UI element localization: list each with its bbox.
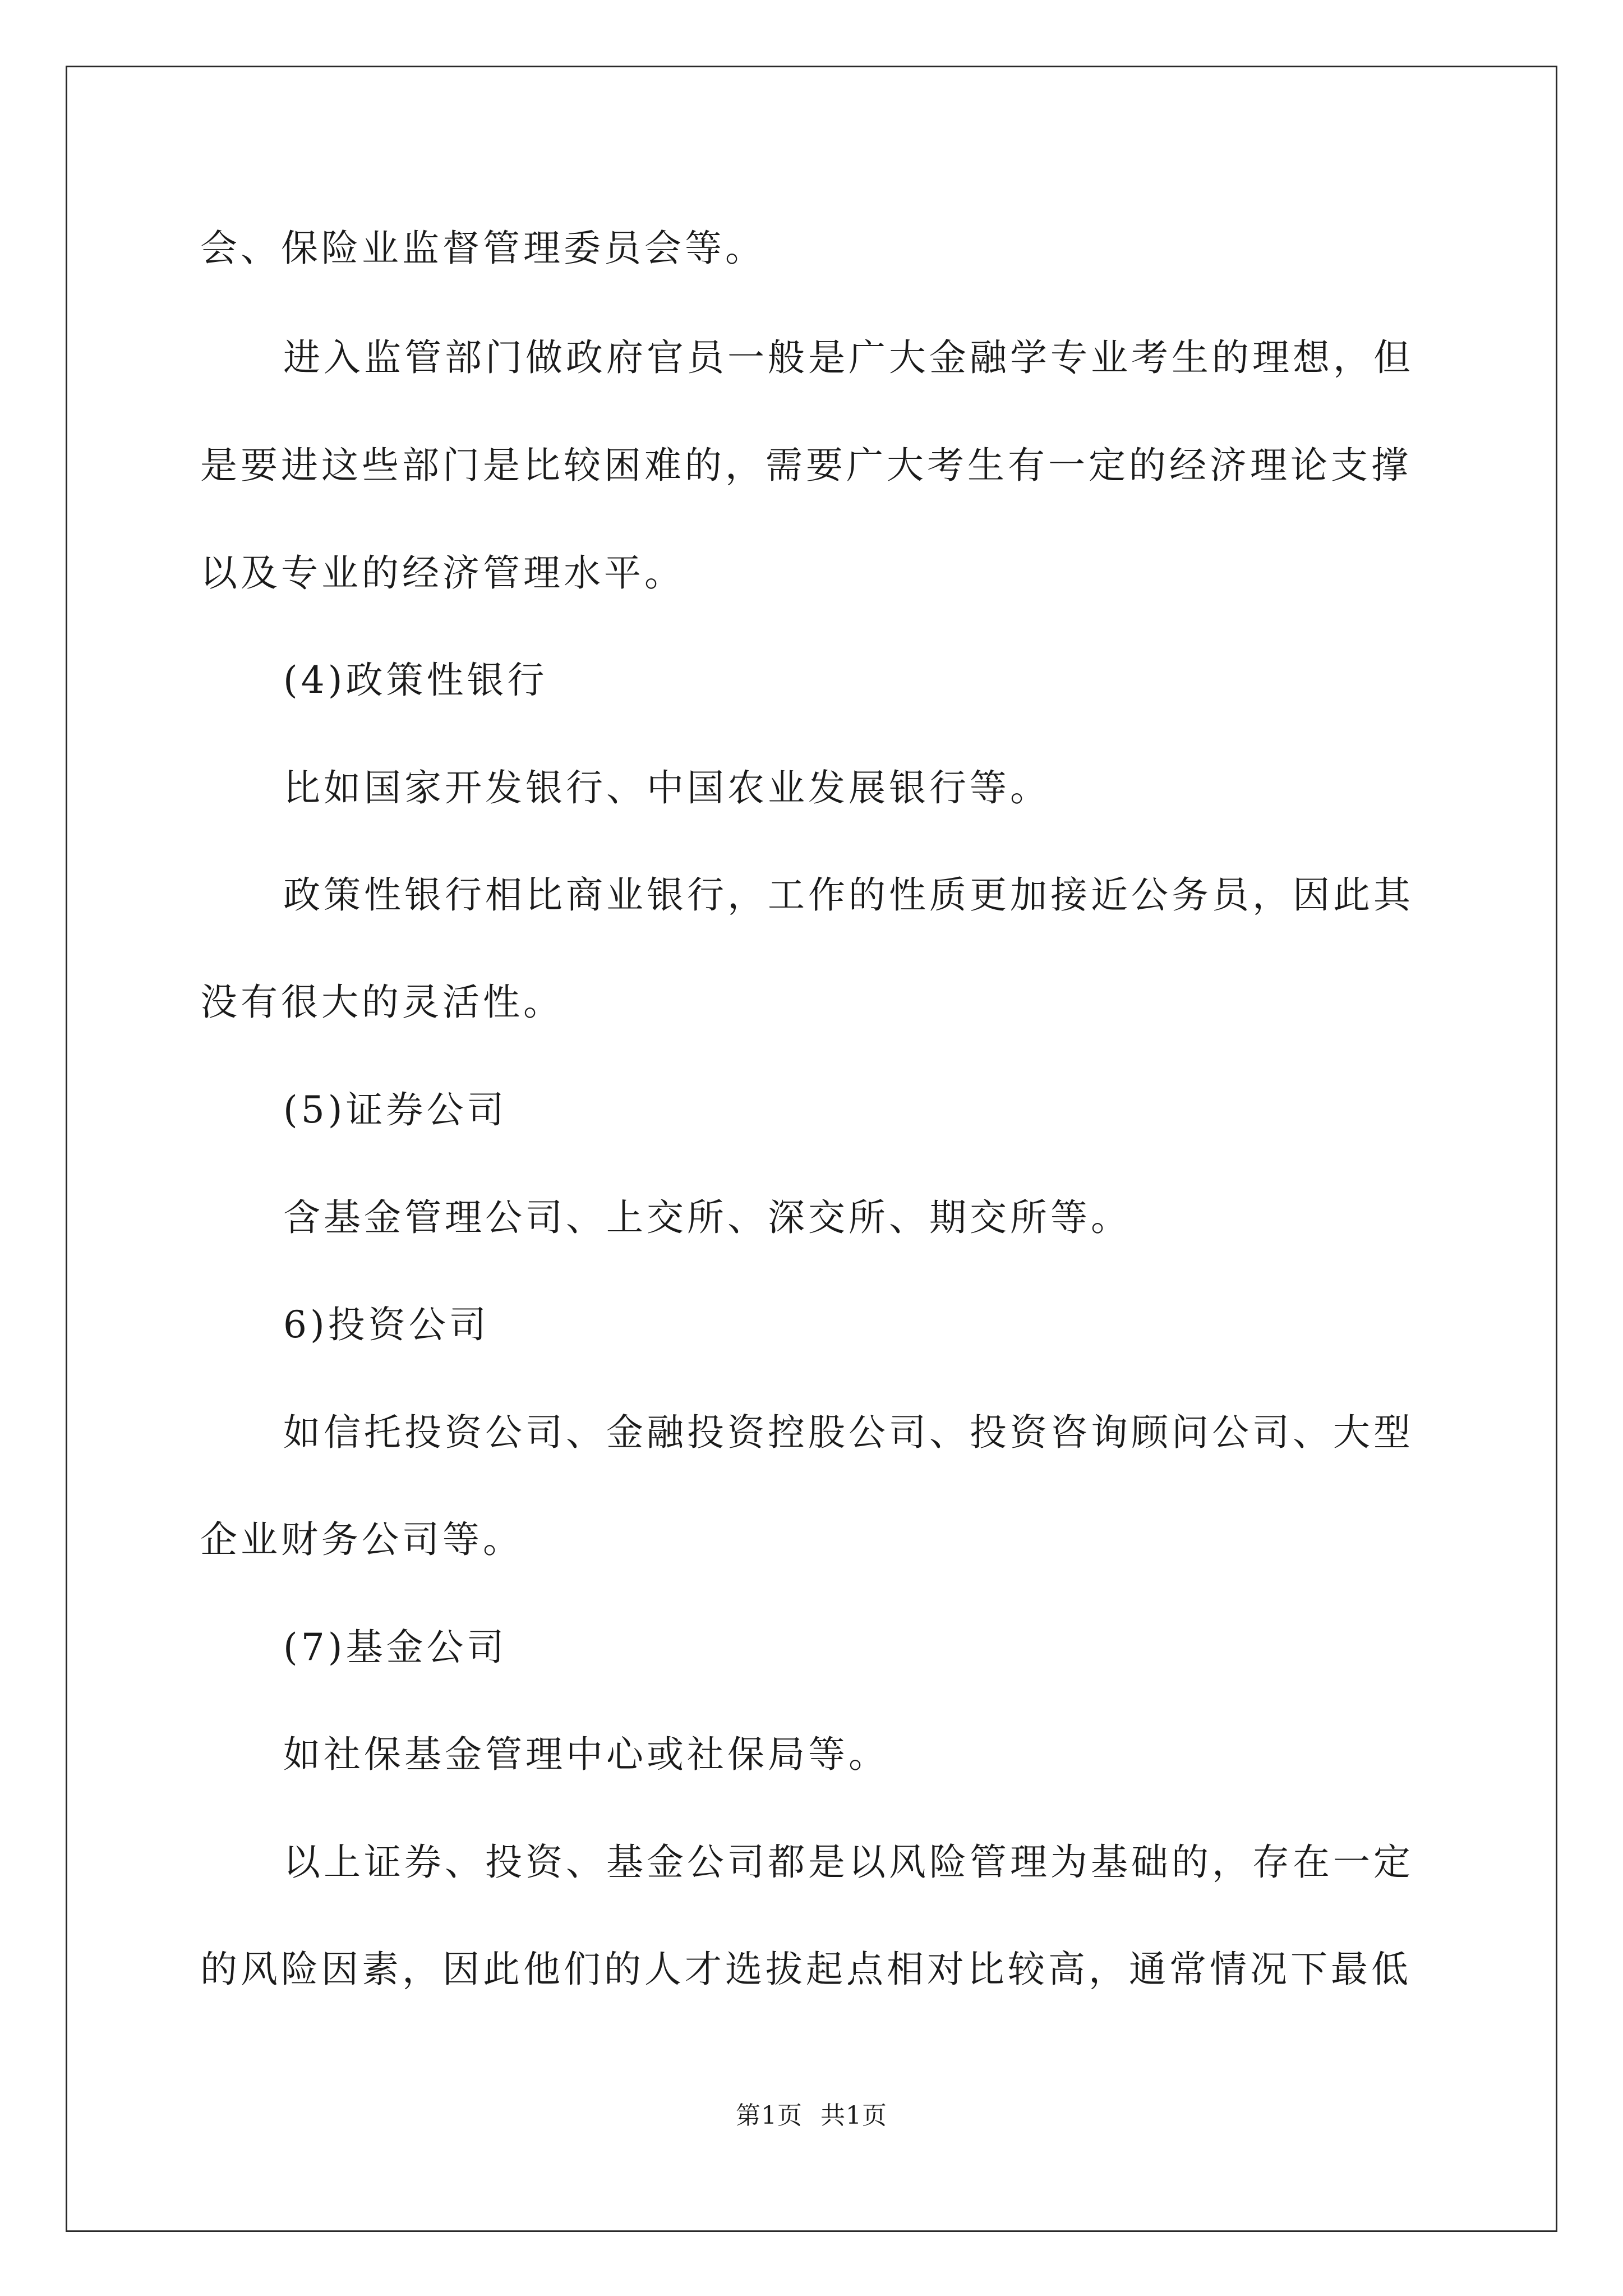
paragraph-line: 以上证券、投资、基金公司都是以风险管理为基础的，存在一定 bbox=[283, 1841, 1414, 1884]
section-heading: 6)投资公司 bbox=[283, 1303, 490, 1346]
text-line: 会、保险业监督管理委员会等。 bbox=[200, 227, 766, 270]
paragraph-line: 含基金管理公司、上交所、深交所、期交所等。 bbox=[283, 1196, 1131, 1239]
paragraph-line: 如信托投资公司、金融投资控股公司、投资咨询顾问公司、大型 bbox=[283, 1411, 1414, 1454]
page-footer bbox=[0, 2095, 1623, 2131]
section-heading: (5)证券公司 bbox=[283, 1088, 508, 1131]
section-heading: (4)政策性银行 bbox=[283, 659, 548, 702]
paragraph-line: 如社保基金管理中心或社保局等。 bbox=[283, 1733, 889, 1776]
paragraph-line: 进入监管部门做政府官员一般是广大金融学专业考生的理想，但 bbox=[283, 336, 1414, 379]
paragraph-line: 政策性银行相比商业银行，工作的性质更加接近公务员，因此其 bbox=[283, 873, 1414, 917]
text-line: 以及专业的经济管理水平。 bbox=[200, 551, 685, 595]
section-heading: (7)基金公司 bbox=[283, 1626, 508, 1669]
text-line: 企业财务公司等。 bbox=[200, 1518, 523, 1561]
text-line: 没有很大的灵活性。 bbox=[200, 981, 564, 1024]
page-number: 第1页 bbox=[736, 2101, 803, 2130]
page-border bbox=[66, 66, 1557, 2232]
page-total: 共1页 bbox=[820, 2101, 887, 2130]
text-line: 的风险因素，因此他们的人才选拔起点相对比较高，通常情况下最低 bbox=[200, 1948, 1412, 1991]
paragraph-line: 比如国家开发银行、中国农业发展银行等。 bbox=[283, 766, 1050, 809]
text-line: 是要进这些部门是比较困难的，需要广大考生有一定的经济理论支撑 bbox=[200, 444, 1412, 487]
